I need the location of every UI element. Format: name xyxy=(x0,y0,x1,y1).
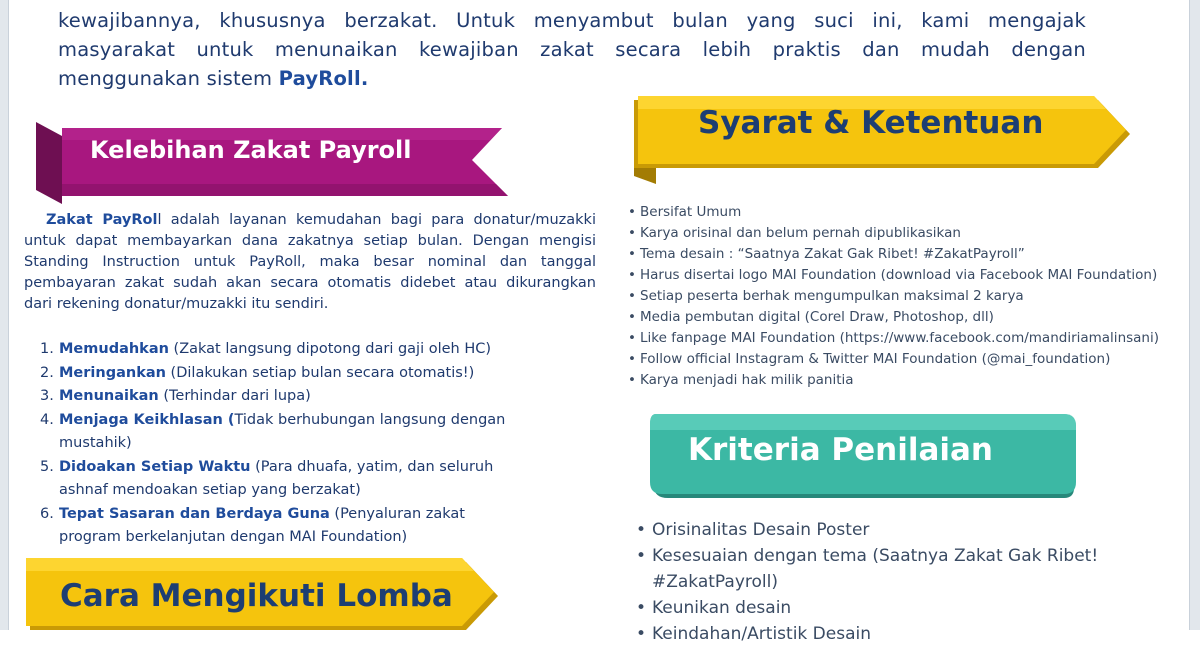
desc-line: untuk dapat membayarkan dana zakatnya setiap bulan. Dengan mengisi xyxy=(24,233,596,249)
list-item: • Karya menjadi hak milik panitia xyxy=(628,370,1198,391)
list-number: 4. xyxy=(40,411,54,428)
list-item xyxy=(40,456,540,503)
benefit-name: Tepat Sasaran dan Berdaya Guna xyxy=(59,505,330,522)
list-item xyxy=(40,503,540,550)
benefit-name: Memudahkan xyxy=(59,341,169,357)
benefits-list xyxy=(40,338,540,550)
benefit-name: Menunaikan xyxy=(59,388,159,404)
list-item: • Setiap peserta berhak mengumpulkan maksimal 2 karya xyxy=(628,286,1198,307)
syarat-list xyxy=(628,202,1198,391)
kriteria-banner xyxy=(646,412,1082,506)
benefit-detail-continued: program berkelanjutan dengan MAI Foundation) xyxy=(59,529,408,545)
list-item-text: • Kesesuaian dengan tema (Saatnya Zakat Gak Ribet! xyxy=(652,546,1099,566)
kriteria-list xyxy=(636,517,1176,647)
intro-line: kewajibannya, khususnya berzakat. Untuk menyambut bulan yang suci ini, kami mengajak xyxy=(58,9,1086,32)
list-item: • Bersifat Umum xyxy=(628,202,1198,223)
desc-line: Standing Instruction untuk PayRoll, maka besar nominal dan tanggal xyxy=(24,254,596,270)
cara-banner xyxy=(26,558,500,634)
list-item xyxy=(40,362,540,386)
intro-line-text: menggunakan sistem xyxy=(58,67,279,90)
syarat-banner xyxy=(628,92,1134,186)
list-item xyxy=(40,338,540,362)
list-item xyxy=(40,385,540,409)
list-number: 5. xyxy=(40,458,54,475)
benefit-detail-continued: mustahik) xyxy=(59,435,132,451)
desc-line xyxy=(24,210,596,231)
syarat-title: Syarat & Ketentuan xyxy=(698,105,1044,141)
intro-line: masyarakat untuk menunaikan kewajiban zakat secara lebih praktis dan mudah dengan xyxy=(58,38,1086,61)
list-number: 6. xyxy=(40,505,54,522)
list-item: • Orisinalitas Desain Poster xyxy=(636,517,1176,543)
list-item: • Keunikan desain xyxy=(636,595,1176,621)
benefit-name: Menjaga Keikhlasan ( xyxy=(59,411,235,428)
list-item: • Karya orisinal dan belum pernah dipublikasikan xyxy=(628,223,1198,244)
kriteria-title: Kriteria Penilaian xyxy=(688,432,994,468)
desc-line-text: l adalah layanan kemudahan bagi para donatur/muzakki xyxy=(157,212,596,228)
cara-title: Cara Mengikuti Lomba xyxy=(60,578,453,614)
kelebihan-title: Kelebihan Zakat Payroll xyxy=(90,136,412,164)
benefit-detail: (Zakat langsung dipotong dari gaji oleh HC) xyxy=(168,341,492,357)
benefit-name: Meringankan xyxy=(59,364,166,381)
benefit-detail: (Terhindar dari lupa) xyxy=(158,388,311,404)
benefit-name: Didoakan Setiap Waktu xyxy=(59,458,251,475)
payroll-emphasis: PayRoll. xyxy=(278,67,369,90)
list-item: • Keindahan/Artistik Desain xyxy=(636,621,1176,647)
list-item: • Harus disertai logo MAI Foundation (download via Facebook MAI Foundation) xyxy=(628,265,1198,286)
benefit-detail: Tidak berhubungan langsung dengan xyxy=(234,411,506,428)
benefit-detail: (Penyaluran zakat xyxy=(329,505,465,522)
list-item xyxy=(636,543,1176,595)
zakat-payroll-emphasis: Zakat PayRol xyxy=(46,212,158,228)
desc-line: dari rekening donatur/muzakki itu sendiri. xyxy=(24,296,329,312)
list-item: • Follow official Instagram & Twitter MAI Foundation (@mai_foundation) xyxy=(628,349,1198,370)
kelebihan-description xyxy=(24,210,596,315)
list-number: 1. xyxy=(40,341,54,357)
list-number: 3. xyxy=(40,388,54,404)
benefit-detail: (Dilakukan setiap bulan secara otomatis!) xyxy=(165,364,475,381)
benefit-detail: (Para dhuafa, yatim, dan seluruh xyxy=(250,458,494,475)
list-item-text-continued: #ZakatPayroll) xyxy=(652,572,778,592)
desc-line: pembayaran zakat sudah akan secara otomatis didebet atau dikurangkan xyxy=(24,275,596,291)
benefit-detail-continued: ashnaf mendoakan setiap yang berzakat) xyxy=(59,482,361,498)
list-item: • Tema desain : “Saatnya Zakat Gak Ribet! #ZakatPayroll” xyxy=(628,244,1198,265)
list-item: • Like fanpage MAI Foundation (https://www.facebook.com/mandiriamalinsani) xyxy=(628,328,1198,349)
intro-paragraph xyxy=(58,6,1086,93)
kelebihan-banner xyxy=(32,114,512,204)
list-item xyxy=(40,409,540,456)
list-item: • Media pembutan digital (Corel Draw, Photoshop, dll) xyxy=(628,307,1198,328)
intro-line xyxy=(58,64,1086,93)
list-number: 2. xyxy=(40,364,54,381)
page-edge-left xyxy=(0,0,9,630)
